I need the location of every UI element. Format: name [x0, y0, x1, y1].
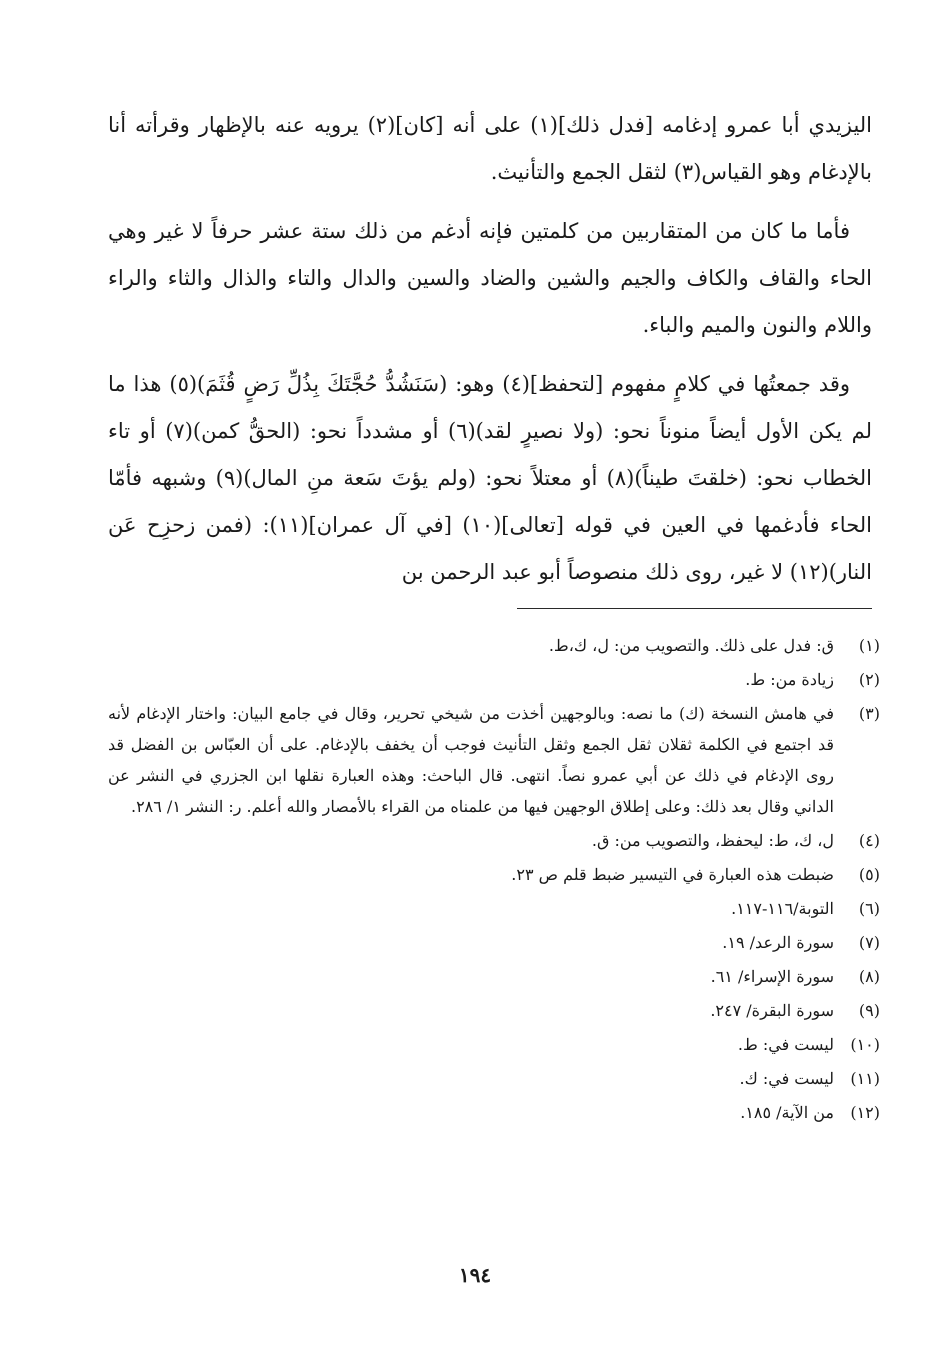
footnote-text: سورة الإسراء/ ٦١. [710, 967, 834, 986]
footnote-number: (٤) [858, 831, 880, 850]
footnote-text: ليست في: ط. [737, 1035, 834, 1054]
footnote-number: (٥) [858, 865, 880, 884]
footnote-text: زيادة من: ط. [745, 670, 834, 689]
footnote-text: سورة الرعد/ ١٩. [722, 933, 834, 952]
footnote-text: التوبة/١١٦-١١٧. [731, 899, 834, 918]
footnote-number: (١) [858, 636, 880, 655]
main-text-body [108, 102, 872, 608]
footnote-5 [108, 859, 880, 890]
footnote-1 [108, 630, 880, 661]
footnote-8 [108, 961, 880, 992]
footnote-number: (٣) [858, 704, 880, 723]
footnote-text: سورة البقرة/ ٢٤٧. [710, 1001, 834, 1020]
footnote-text: في هامش النسخة (ك) ما نصه: وبالوجهين أخذت من شيخي تحرير، وقال في جامع البيان: واختار الإدغام لأنه قد اجتمع في الكلمة ثقلان ثقل الجمع وثقل التأنيث فوجب أن يخفف بالإدغام. على أن العبّاس بن الفضل قد روى الإدغام في ذلك عن أبي عمرو نصاً. انتهى. قال الباحث: وهذه العبارة نقلها ابن الجزري في النشر عن الداني وقال بعد ذلك: وعلى إطلاق الوجهين فيها من علمناه من القراء بالأمصار والله أعلم. ر: النشر ١/ ٢٨٦. [108, 704, 835, 816]
paragraph-1: اليزيدي أبا عمرو إدغامه [فدل ذلك](١) على أنه [كان](٢) يرويه عنه بالإظهار وقرأته أنا بالإدغام وهو القياس(٣) لثقل الجمع والتأنيث. [108, 113, 873, 184]
footnote-9 [108, 995, 880, 1026]
footnote-4 [108, 825, 880, 856]
page-number: ١٩٤ [458, 1263, 492, 1287]
footnote-12 [108, 1097, 880, 1128]
footnote-number: (١٠) [850, 1035, 880, 1054]
footnote-number: (٨) [858, 967, 880, 986]
paragraph-2: فأما ما كان من المتقاربين من كلمتين فإنه أدغم من ذلك ستة عشر حرفاً لا غير وهي الحاء والقاف والكاف والجيم والشين والضاد والسين والدال والتاء والذال والثاء والراء واللام والنون والميم والباء. [108, 219, 872, 337]
footnote-number: (١١) [850, 1069, 880, 1088]
footnote-7 [108, 927, 880, 958]
footnote-10 [108, 1029, 880, 1060]
footnote-text: من الآية/ ١٨٥. [740, 1103, 834, 1122]
footnote-text: ضبطت هذه العبارة في التيسير ضبط قلم ص ٢٣. [511, 865, 834, 884]
footnote-2 [108, 664, 880, 695]
footnote-text: ق: فدل على ذلك. والتصويب من: ل، ك،ط. [548, 636, 834, 655]
footnote-11 [108, 1063, 880, 1094]
footnote-number: (٩) [858, 1001, 880, 1020]
footnote-number: (٧) [858, 933, 880, 952]
footnote-6 [108, 893, 880, 924]
footnote-number: (١٢) [850, 1103, 880, 1122]
footnote-text: ل، ك، ط: ليحفظ، والتصويب من: ق. [591, 831, 834, 850]
paragraph-3: وقد جمعتُها في كلامٍ مفهوم [لتحفظ](٤) وهو: (سَنَشُدُّ حُجَّتَكَ بِذُلِّ رَضٍ قُثَمَ)(٥) هذا ما لم يكن الأول أيضاً منوناً نحو: (ولا نصيرٍ لقد)(٦) أو مشدداً نحو: (الحقُّ كمن)(٧) أو تاء الخطاب نحو: (خلقتَ طيناً)(٨) أو معتلاً نحو: (ولم يؤتَ سَعة منِ المال)(٩) وشبهه فأمّا الحاء فأدغمها في العين في قوله [تعالى](١٠) [في آل عمران](١١): (فمن زحزِح عَن النار)(١٢) لا غير، روى ذلك منصوصاً أبو عبد الرحمن بن [108, 372, 873, 584]
footnote-3 [108, 698, 880, 822]
footnotes-list [108, 630, 880, 1131]
footnote-number: (٦) [858, 899, 880, 918]
footnote-number: (٢) [858, 670, 880, 689]
footnote-divider [517, 608, 872, 609]
footnote-text: ليست في: ك. [739, 1069, 834, 1088]
